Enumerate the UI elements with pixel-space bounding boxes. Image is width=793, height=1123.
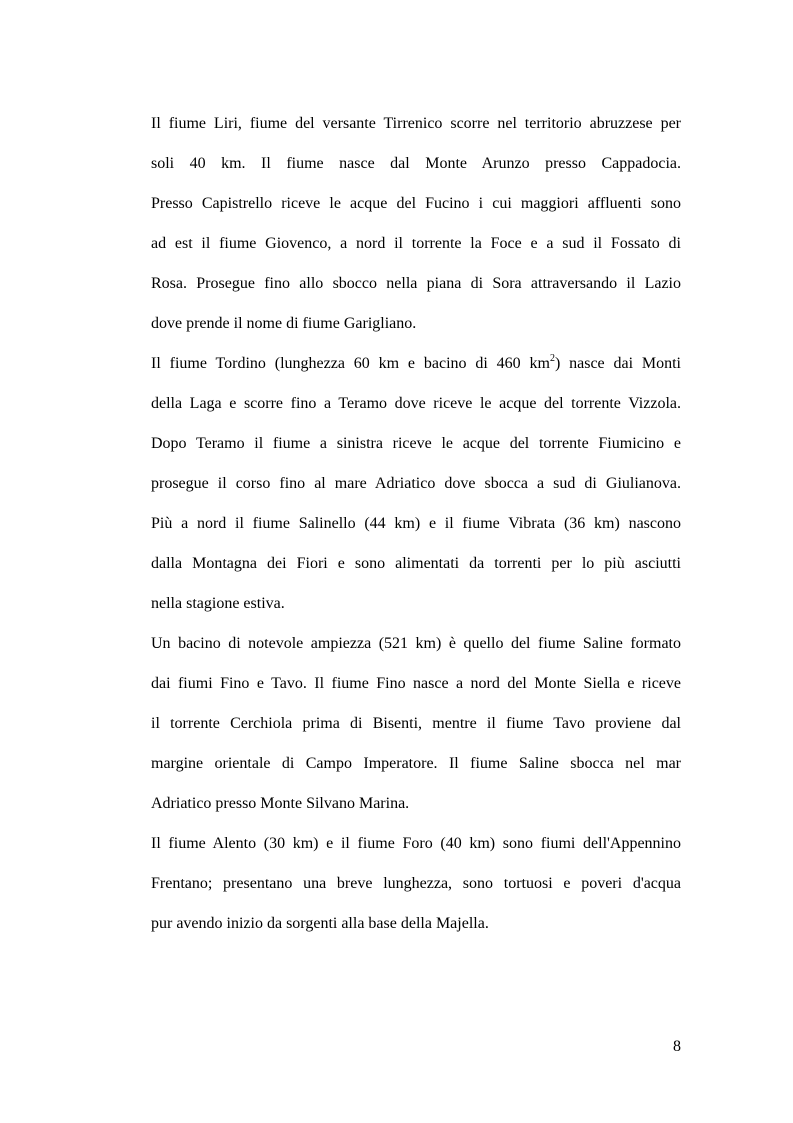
paragraph-saline [151, 624, 681, 824]
paragraph-alento-foro [151, 824, 681, 944]
text-line: dove prende il nome di fiume Garigliano. [151, 315, 417, 332]
page-number: 8 [673, 1038, 681, 1055]
text-line: Adriatico presso Monte Silvano Marina. [151, 795, 410, 812]
body-text [151, 104, 681, 944]
text-line: Dopo Teramo il fiume a sinistra riceve le acque del torrente Fiumicino e [151, 435, 681, 452]
text-line: ad est il fiume Giovenco, a nord il torrente la Foce e a sud il Fossato di [151, 235, 681, 252]
text-run: Il fiume Tordino (lunghezza 60 km e bacino di 460 km [151, 355, 550, 372]
text-line: Il fiume Liri, fiume del versante Tirrenico scorre nel territorio abruzzese per [151, 115, 681, 132]
text-line: nella stagione estiva. [151, 595, 285, 612]
text-line: della Laga e scorre fino a Teramo dove riceve le acque del torrente Vizzola. [151, 395, 681, 412]
text-line: Il fiume Alento (30 km) e il fiume Foro (40 km) sono fiumi dell'Appennino [151, 835, 681, 852]
text-line: dalla Montagna dei Fiori e sono alimentati da torrenti per lo più asciutti [151, 555, 681, 572]
text-line: Frentano; presentano una breve lunghezza, sono tortuosi e poveri d'acqua [151, 875, 681, 892]
superscript-two: 2 [549, 353, 555, 364]
text-line: margine orientale di Campo Imperatore. Il fiume Saline sbocca nel mar [151, 755, 681, 772]
text-line: il torrente Cerchiola prima di Bisenti, mentre il fiume Tavo proviene dal [151, 715, 681, 732]
text-line: dai fiumi Fino e Tavo. Il fiume Fino nasce a nord del Monte Siella e riceve [151, 675, 681, 692]
text-line: Un bacino di notevole ampiezza (521 km) è quello del fiume Saline formato [151, 635, 681, 652]
paragraph-tordino [151, 344, 681, 624]
text-line: Più a nord il fiume Salinello (44 km) e il fiume Vibrata (36 km) nascono [151, 515, 681, 532]
text-line [151, 344, 681, 384]
text-line: Presso Capistrello riceve le acque del Fucino i cui maggiori affluenti sono [151, 195, 681, 212]
text-line: prosegue il corso fino al mare Adriatico dove sbocca a sud di Giulianova. [151, 475, 681, 492]
text-line: pur avendo inizio da sorgenti alla base della Majella. [151, 915, 489, 932]
text-line: soli 40 km. Il fiume nasce dal Monte Arunzo presso Cappadocia. [151, 155, 681, 172]
text-line: Rosa. Prosegue fino allo sbocco nella piana di Sora attraversando il Lazio [151, 275, 681, 292]
paragraph-liri [151, 104, 681, 344]
text-run: ) nasce dai Monti [554, 355, 681, 372]
